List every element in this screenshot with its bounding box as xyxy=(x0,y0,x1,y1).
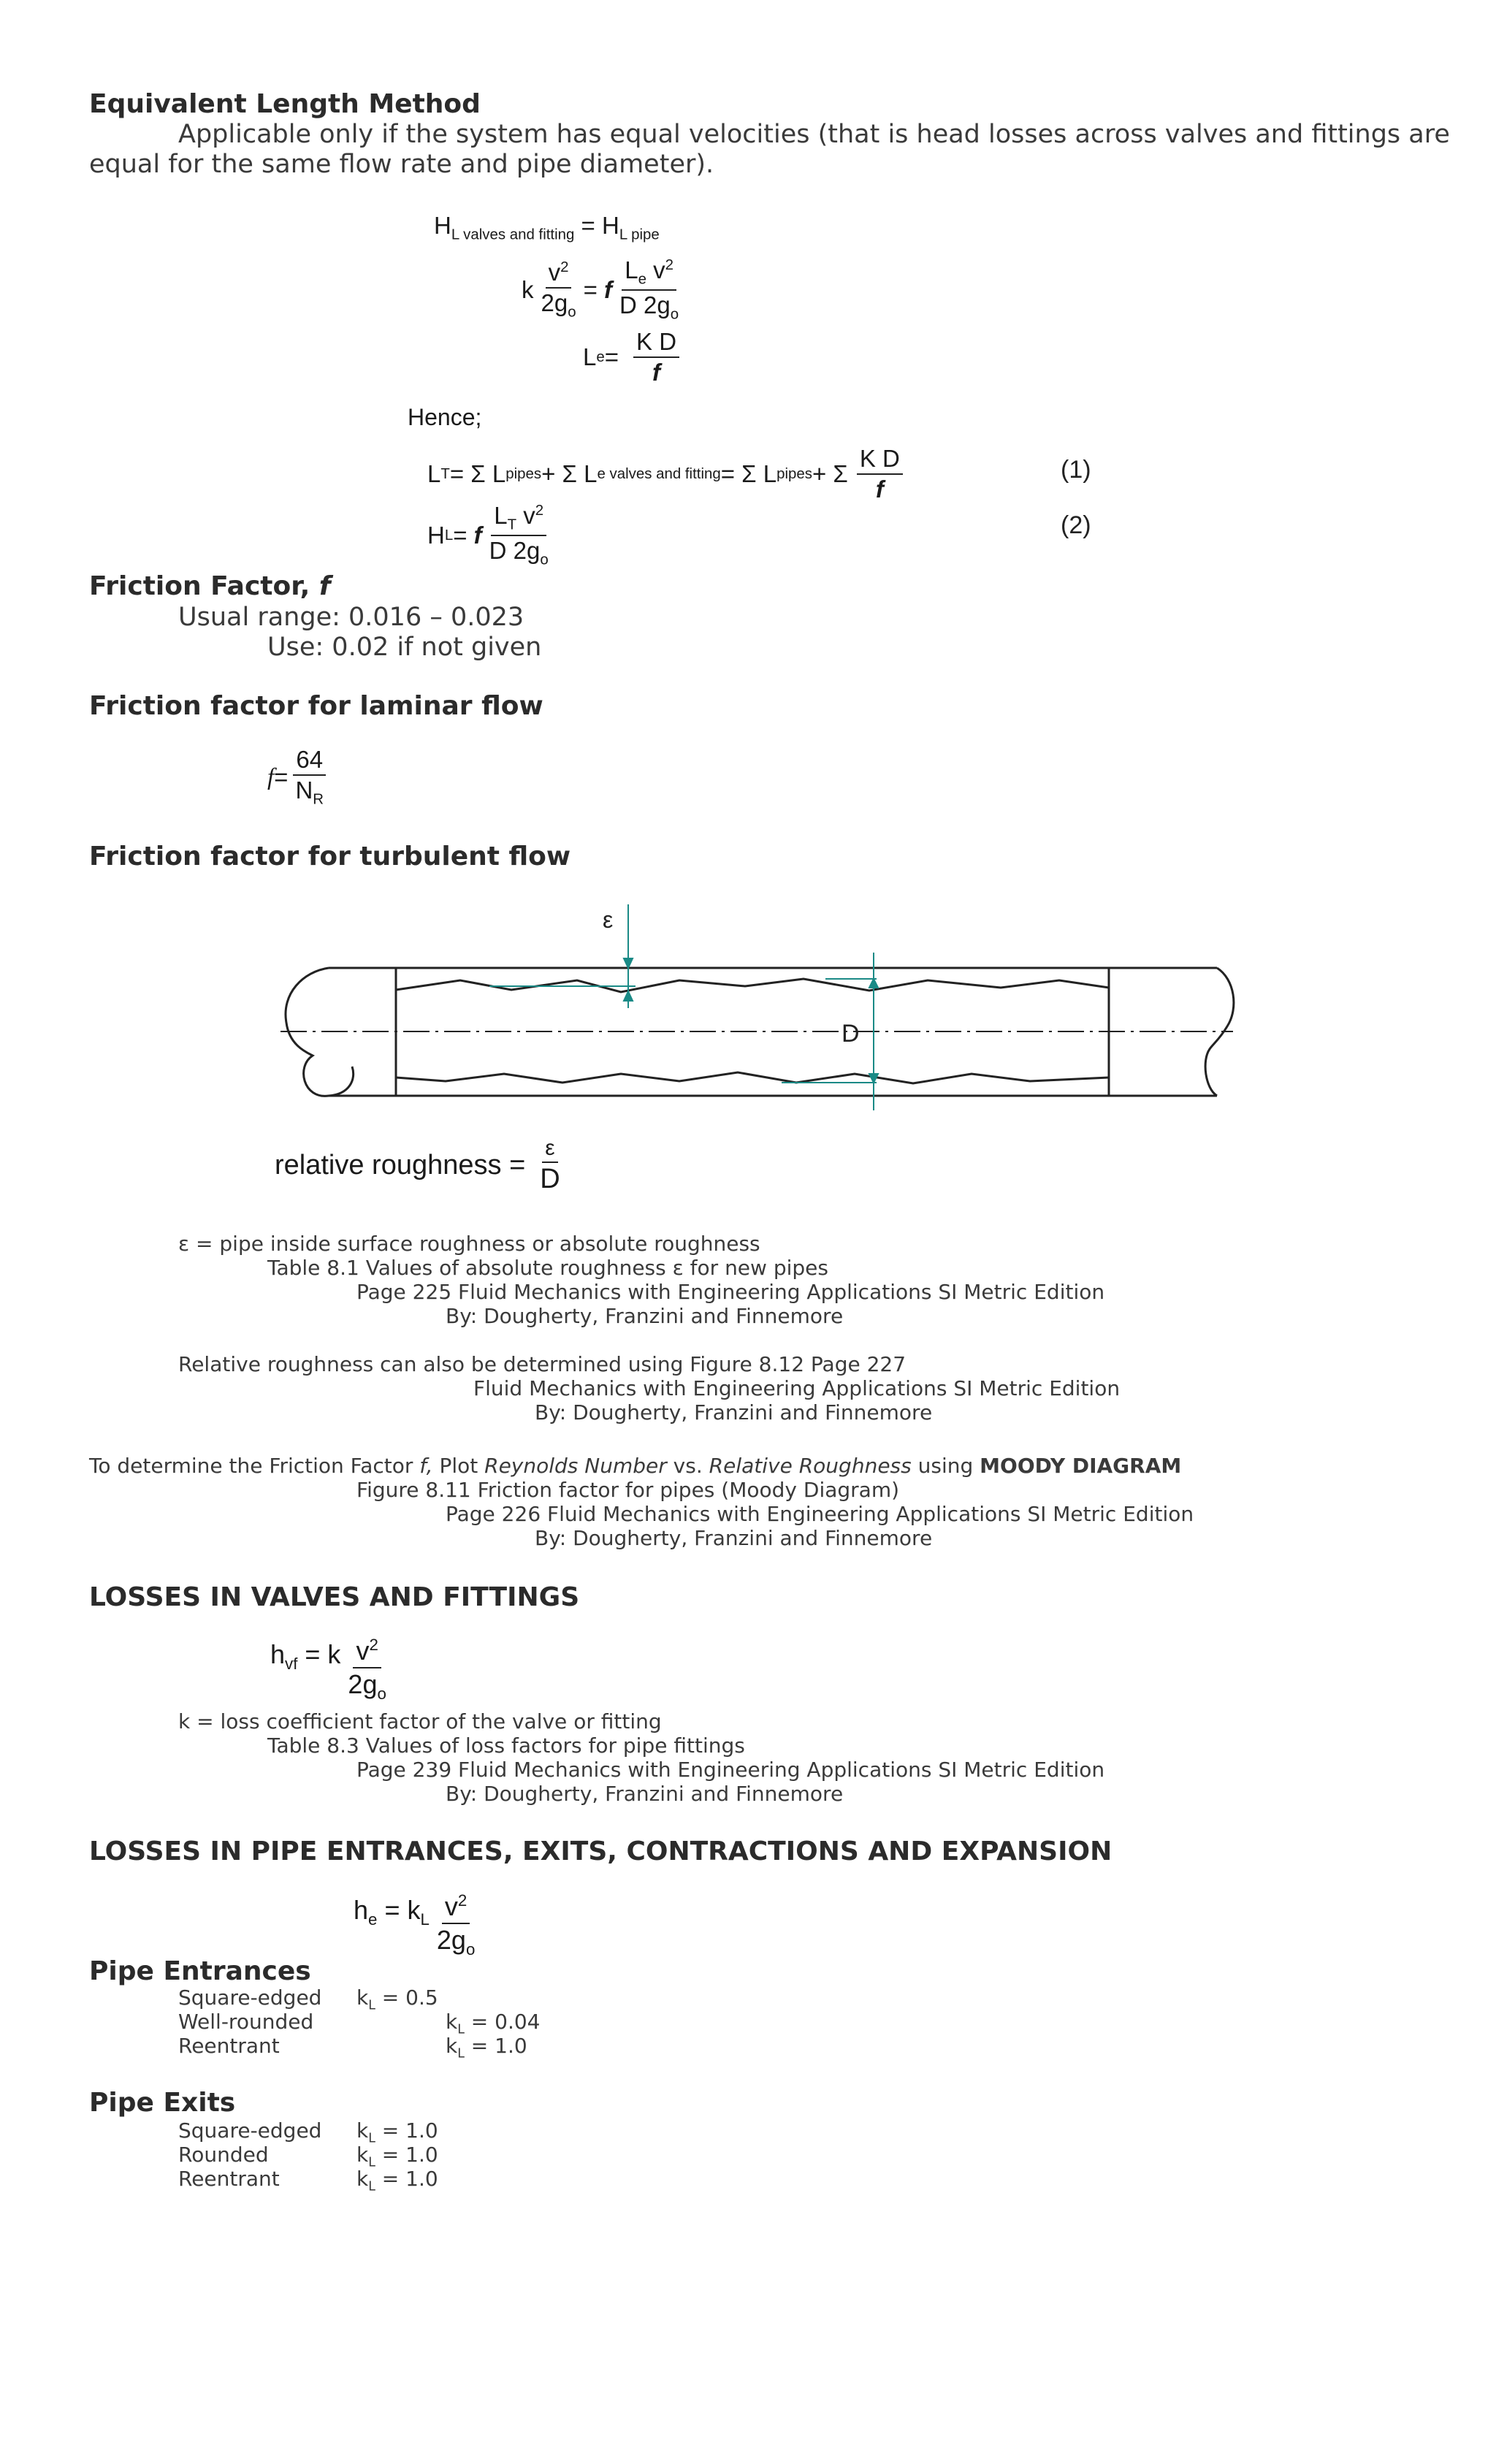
k-definition: k = loss coefficient factor of the valve or fitting xyxy=(178,1709,662,1733)
turbulent-flow-heading: Friction factor for turbulent flow xyxy=(89,842,571,871)
diameter-label: D xyxy=(842,1020,860,1048)
intro-line-1: Applicable only if the system has equal velocities (that is head losses across valves and fittings are xyxy=(178,120,1450,149)
entrance-label-reentrant: Reentrant xyxy=(178,2034,280,2058)
page-226-reference: Page 226 Fluid Mechanics with Engineering Applications SI Metric Edition xyxy=(446,1502,1194,1526)
exit-value-rounded: $k_L = 1.0$ xyxy=(356,2143,438,2170)
table-8-3-reference: Table 8.3 Values of loss factors for pipe fittings xyxy=(267,1733,745,1758)
page-239-reference: Page 239 Fluid Mechanics with Engineering Applications SI Metric Edition xyxy=(356,1758,1105,1782)
entrance-label-well-rounded: Well-rounded xyxy=(178,2010,314,2034)
epsilon-arrow-top xyxy=(624,958,633,968)
epsilon-arrow-bottom xyxy=(624,991,633,1001)
valves-fittings-heading: LOSSES IN VALVES AND FITTINGS xyxy=(89,1582,580,1612)
equation-laminar-friction: f = $\frac{64}{N_R}$ xyxy=(267,747,331,808)
authors-reference-1: By: Dougherty, Franzini and Finnemore xyxy=(446,1304,844,1328)
equation-k-velocity-head: k $\frac{v^2}{2g_o}$ = f $\frac{L_e v^2}{D 2g_o}$ xyxy=(522,256,679,323)
equation-equivalent-length: L e = $\frac{\text{K D}}{f}$ xyxy=(583,329,684,386)
hence-label: Hence; xyxy=(408,404,482,430)
exit-label-square-edged: Square-edged xyxy=(178,2118,322,2143)
exit-label-rounded: Rounded xyxy=(178,2143,269,2167)
friction-factor-heading: Friction Factor, f xyxy=(89,571,331,601)
friction-default-use: Use: 0.02 if not given xyxy=(267,633,542,662)
exit-label-reentrant: Reentrant xyxy=(178,2167,280,2191)
pipe-entrances-heading: Pipe Entrances xyxy=(89,1956,311,1986)
figure-8-11-reference: Figure 8.11 Friction factor for pipes (Moody Diagram) xyxy=(356,1478,900,1502)
pipe-roughness-diagram xyxy=(270,899,1242,1110)
authors-reference-4: By: Dougherty, Franzini and Finnemore xyxy=(446,1782,844,1806)
table-8-1-reference: Table 8.1 Values of absolute roughness ε for new pipes xyxy=(267,1256,828,1280)
equation-total-length: L T = Σ L pipes + Σ L e valves and fitting = Σ L pipes + Σ $\frac{\text{K D}}{f}$ xyxy=(427,446,907,503)
moody-diagram-instruction: To determine the Friction Factor f, Plot Reynolds Number vs. Relative Roughness using MOODY DIAGRAM xyxy=(89,1454,1182,1478)
authors-reference-3: By: Dougherty, Franzini and Finnemore xyxy=(535,1526,933,1550)
diameter-arrow-top xyxy=(869,979,878,988)
equation-valve-loss: $h_{vf} = k$ $\frac{v^2}{2g_o}$ xyxy=(270,1636,386,1703)
entrance-value-reentrant: $k_L = 1.0$ xyxy=(446,2034,527,2061)
friction-usual-range: Usual range: 0.016 – 0.023 xyxy=(178,603,524,632)
pipe-losses-heading: LOSSES IN PIPE ENTRANCES, EXITS, CONTRACTIONS AND EXPANSION xyxy=(89,1836,1113,1866)
relative-roughness-formula: relative roughness = $\frac{\varepsilon}{D}$ xyxy=(275,1136,560,1194)
intro-line-2: equal for the same flow rate and pipe diameter). xyxy=(89,150,714,179)
epsilon-definition: ε = pipe inside surface roughness or absolute roughness xyxy=(178,1232,760,1256)
equivalent-length-heading: Equivalent Length Method xyxy=(89,89,481,119)
authors-reference-2: By: Dougherty, Franzini and Finnemore xyxy=(535,1400,933,1424)
equation-head-loss: H L = f $\frac{L_T v^2}{D 2g_o}$ xyxy=(427,502,549,568)
entrance-value-square-edged: $k_L = 0.5$ xyxy=(356,1986,438,2013)
rough-inner-bottom xyxy=(396,1072,1109,1083)
equation-entrance-loss: $h_e = k_L$ $\frac{v^2}{2g_o}$ xyxy=(354,1891,476,1958)
exit-value-reentrant: $k_L = 1.0$ xyxy=(356,2167,438,2194)
entrance-label-square-edged: Square-edged xyxy=(178,1986,322,2010)
equation-number-2: (2) xyxy=(1061,511,1091,539)
entrance-value-well-rounded: $k_L = 0.04$ xyxy=(446,2010,541,2037)
page-225-reference: Page 225 Fluid Mechanics with Engineering Applications SI Metric Edition xyxy=(356,1280,1105,1304)
relative-roughness-figure-note: Relative roughness can also be determined using Figure 8.12 Page 227 xyxy=(178,1352,907,1376)
exit-value-square-edged: $k_L = 1.0$ xyxy=(356,2118,438,2146)
equation-number-1: (1) xyxy=(1061,456,1091,484)
equation-head-loss-equality: $H_{L valves and fitting} = H_{L pipe}$ xyxy=(434,212,660,243)
laminar-flow-heading: Friction factor for laminar flow xyxy=(89,691,543,721)
epsilon-label: ε xyxy=(603,907,614,933)
pipe-exits-heading: Pipe Exits xyxy=(89,2088,236,2118)
fluid-mechanics-book-reference: Fluid Mechanics with Engineering Applications SI Metric Edition xyxy=(473,1376,1121,1400)
